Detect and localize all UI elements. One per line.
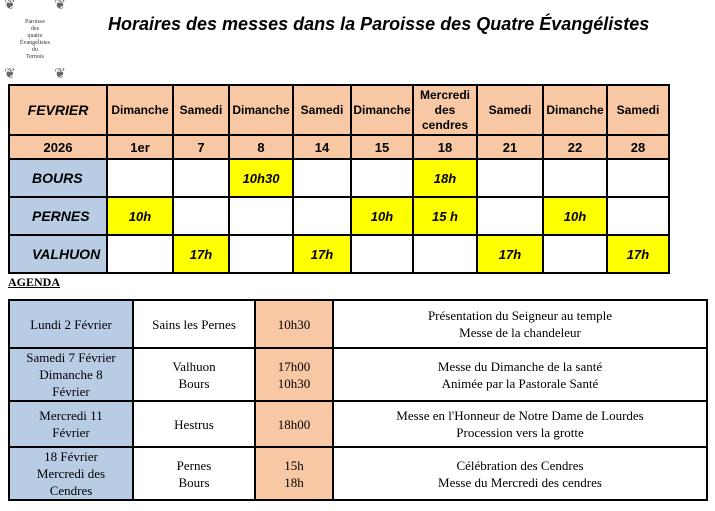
agenda-date-line: Février (52, 425, 90, 440)
agenda-place-line: Bours (178, 474, 210, 490)
day-header-line: des (434, 102, 456, 117)
schedule-dates-row (9, 135, 669, 159)
agenda-time-line: 10h30 (277, 375, 311, 391)
agenda-desc-line: Messe en l'Honneur de Notre Dame de Lourdes (396, 408, 644, 423)
ornament-icon: ❦ (4, 67, 16, 82)
agenda-description (333, 401, 707, 447)
page-title: Horaires des messes dans la Paroisse des Quatre Évangélistes (108, 14, 650, 34)
agenda-place (133, 348, 255, 401)
date-header: 14 (293, 135, 351, 159)
mass-time-cell: 15 h (413, 197, 477, 235)
mass-time-cell (107, 159, 173, 197)
day-header: Dimanche (351, 85, 413, 135)
agenda-description (333, 348, 707, 401)
day-header: Samedi (173, 85, 229, 135)
agenda-date (9, 348, 133, 401)
date-header: 1er (107, 135, 173, 159)
day-header-line: cendres (421, 117, 469, 132)
logo-line: Paroisse (24, 19, 45, 25)
mass-time-cell: 17h (173, 235, 229, 273)
parish-row-bours (9, 159, 669, 197)
mass-time-cell (229, 235, 293, 273)
agenda-date-line: 18 Février (44, 449, 98, 464)
logo-line: quatre (27, 33, 43, 39)
day-header-line: Mercredi (419, 87, 471, 102)
agenda-description (333, 447, 707, 500)
date-header: 15 (351, 135, 413, 159)
mass-time-cell: 10h (543, 197, 607, 235)
mass-time-cell: 10h (107, 197, 173, 235)
agenda-time-line: 15h (284, 457, 304, 473)
agenda-time (255, 348, 333, 401)
parish-name: VALHUON (9, 235, 107, 273)
schedule-days-row (9, 85, 669, 135)
agenda-row (9, 447, 707, 500)
agenda-desc-line: Célébration des Cendres (456, 457, 584, 473)
mass-time-cell (293, 197, 351, 235)
mass-time-cell: 17h (293, 235, 351, 273)
agenda-time-line: 18h00 (277, 416, 311, 432)
mass-time-cell: 10h (351, 197, 413, 235)
agenda-time (255, 447, 333, 500)
logo-text (20, 19, 50, 61)
agenda-place (133, 401, 255, 447)
agenda-time-line: 10h30 (277, 316, 311, 332)
agenda-time-line: 18h (284, 474, 304, 490)
logo-line: du (31, 47, 38, 53)
date-header: 18 (413, 135, 477, 159)
mass-time-cell: 17h (477, 235, 543, 273)
agenda-row (9, 348, 707, 401)
agenda-desc-line: Messe du Mercredi des cendres (438, 474, 602, 490)
agenda-row (9, 401, 707, 447)
agenda-place-line: Sains les Pernes (152, 316, 236, 332)
agenda-place-line: Hestrus (174, 416, 214, 432)
mass-time-cell (413, 235, 477, 273)
mass-time-cell (477, 159, 543, 197)
mass-time-cell (543, 235, 607, 273)
parish-logo (4, 0, 66, 82)
mass-time-cell (607, 197, 669, 235)
date-header: 28 (607, 135, 669, 159)
parish-name: PERNES (9, 197, 107, 235)
year-cell: 2026 (9, 135, 107, 159)
agenda-date-line: Samedi 7 Février (26, 350, 116, 365)
logo-line: Évangélistes (19, 40, 51, 46)
mass-time-cell (229, 197, 293, 235)
agenda-date-line: Février (52, 384, 90, 399)
mass-time-cell (477, 197, 543, 235)
agenda-desc-line: Présentation du Seigneur au temple (427, 308, 613, 323)
agenda-desc-line: Animée par la Pastorale Santé (441, 375, 599, 391)
mass-time-cell: 17h (607, 235, 669, 273)
day-header: Samedi (607, 85, 669, 135)
parish-name: BOURS (9, 159, 107, 197)
mass-time-cell: 18h (413, 159, 477, 197)
mass-time-cell (293, 159, 351, 197)
agenda-date (9, 401, 133, 447)
ornament-icon: ❦ (54, 67, 66, 82)
parish-row-valhuon (9, 235, 669, 273)
day-header: Dimanche (107, 85, 173, 135)
agenda-date-line: Mercredi des (36, 466, 106, 481)
day-header (413, 85, 477, 135)
mass-schedule-table (8, 84, 670, 274)
date-header: 21 (477, 135, 543, 159)
logo-line: Ternois (26, 54, 44, 60)
agenda-date (9, 447, 133, 500)
agenda-date-line: Dimanche 8 (39, 367, 103, 382)
ornament-icon: ❦ (54, 0, 66, 13)
parish-row-pernes (9, 197, 669, 235)
agenda-place (133, 447, 255, 500)
mass-time-cell (543, 159, 607, 197)
agenda-place (133, 300, 255, 348)
date-header: 7 (173, 135, 229, 159)
mass-time-cell (351, 159, 413, 197)
mass-time-cell (351, 235, 413, 273)
date-header: 8 (229, 135, 293, 159)
mass-time-cell (107, 235, 173, 273)
agenda-time-line: 17h00 (277, 358, 311, 374)
agenda-date-line: Mercredi 11 (39, 408, 103, 423)
agenda-description (333, 300, 707, 348)
ornament-icon: ❦ (4, 0, 16, 13)
mass-time-cell (173, 159, 229, 197)
day-header: Samedi (293, 85, 351, 135)
agenda-place-line: Bours (178, 375, 210, 391)
agenda-row (9, 300, 707, 348)
agenda-table (8, 299, 708, 501)
mass-time-cell (607, 159, 669, 197)
agenda-date-line: Lundi 2 Février (30, 316, 112, 332)
agenda-desc-line: Procession vers la grotte (456, 425, 584, 440)
agenda-place-line: Valhuon (172, 358, 216, 374)
agenda-date-line: Cendres (49, 483, 93, 498)
day-header: Dimanche (229, 85, 293, 135)
date-header: 22 (543, 135, 607, 159)
agenda-desc-line: Messe de la chandeleur (459, 325, 581, 340)
mass-time-cell (173, 197, 229, 235)
day-header: Samedi (477, 85, 543, 135)
day-header: Dimanche (543, 85, 607, 135)
agenda-date (9, 300, 133, 348)
agenda-place-line: Pernes (176, 457, 212, 473)
agenda-time (255, 300, 333, 348)
agenda-heading: AGENDA (8, 275, 61, 289)
agenda-desc-line: Messe du Dimanche de la santé (437, 358, 603, 374)
logo-line: des (30, 26, 39, 32)
agenda-time (255, 401, 333, 447)
mass-time-cell: 10h30 (229, 159, 293, 197)
month-cell: FEVRIER (9, 85, 107, 135)
